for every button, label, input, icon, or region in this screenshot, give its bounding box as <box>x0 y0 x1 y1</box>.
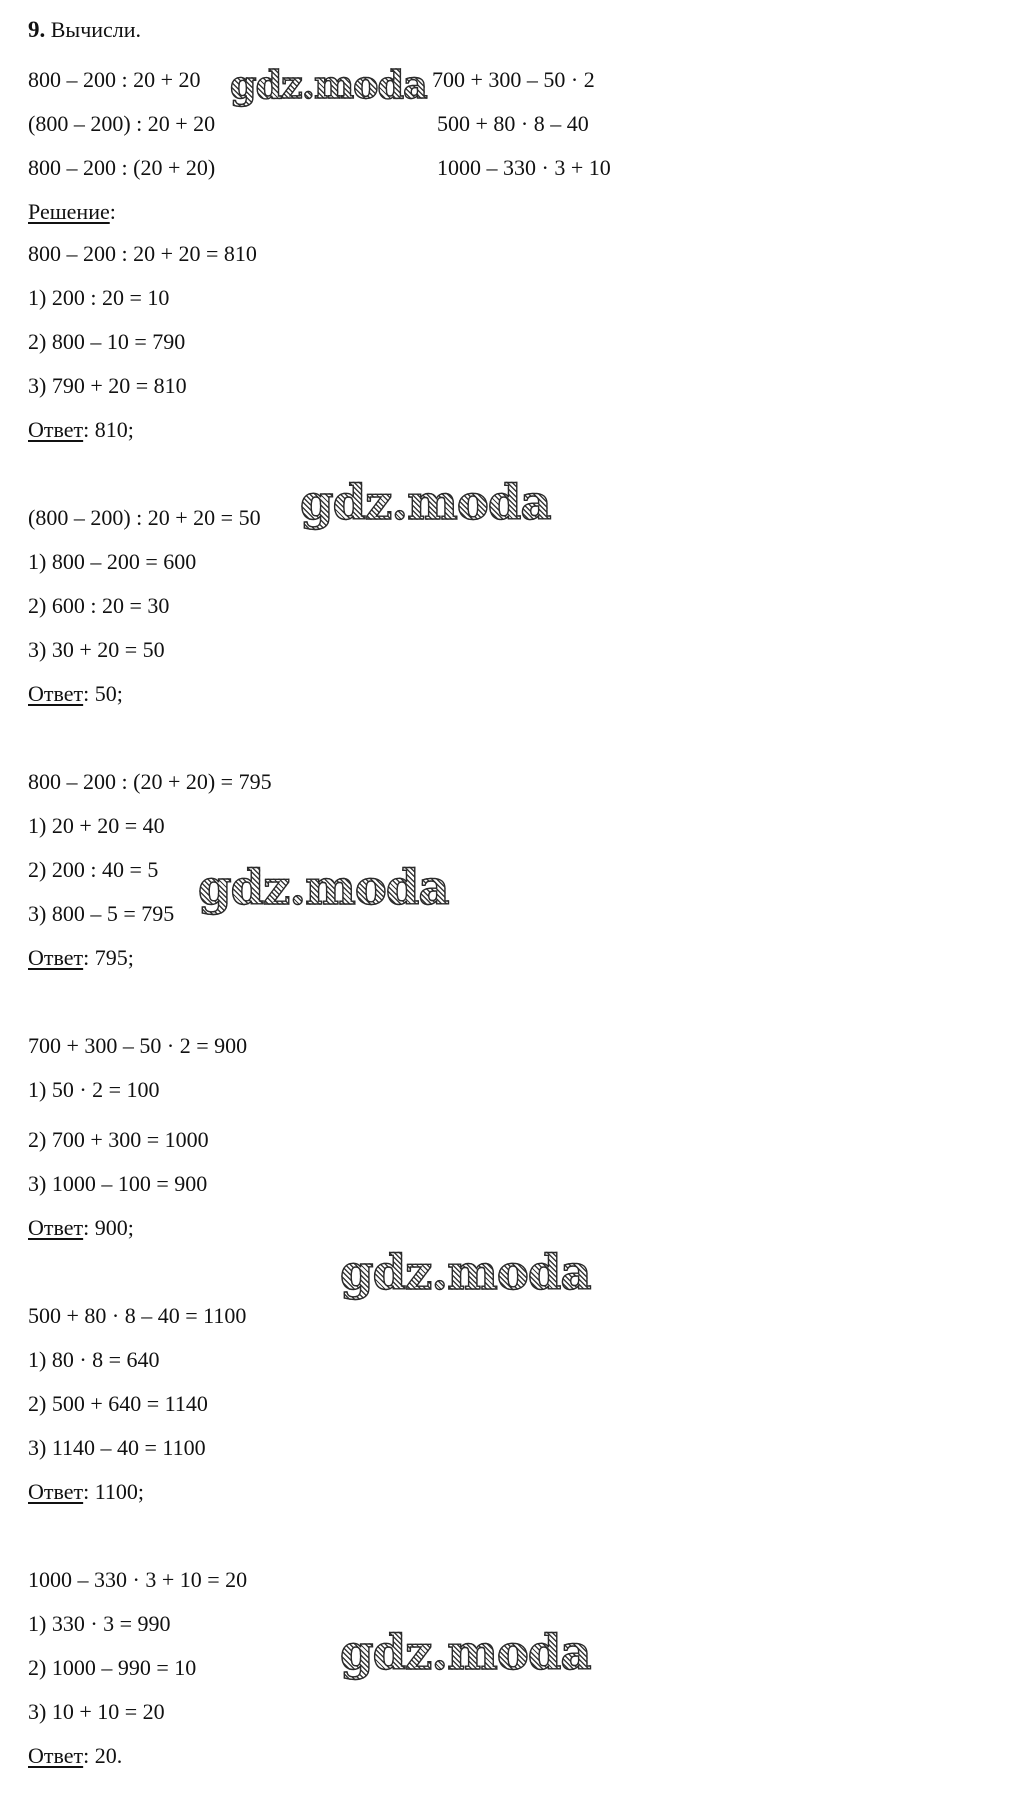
solution-label: Решение <box>28 199 110 224</box>
given-right-1: 700 + 300 – 50 · 2 <box>432 67 595 92</box>
task-title: Вычисли. <box>50 17 142 42</box>
answer-value: : 50; <box>83 681 123 706</box>
block-6-step-2: 2) 1000 – 990 = 10 <box>28 1655 197 1680</box>
block-4-step-2: 2) 700 + 300 = 1000 <box>28 1127 209 1152</box>
block-1-step-1: 1) 200 : 20 = 10 <box>28 285 170 310</box>
given-left-1: 800 – 200 : 20 + 20 <box>28 67 201 92</box>
watermark-logo: gdz.moda <box>340 1245 591 1301</box>
given-right-2: 500 + 80 · 8 – 40 <box>437 111 589 136</box>
block-5-step-2: 2) 500 + 640 = 1140 <box>28 1391 208 1416</box>
watermark-logo: gdz.moda <box>230 62 427 107</box>
given-left-2: (800 – 200) : 20 + 20 <box>28 111 216 136</box>
block-3-step-3: 3) 800 – 5 = 795 <box>28 901 175 926</box>
block-2-step-1: 1) 800 – 200 = 600 <box>28 549 197 574</box>
block-2-answer <box>28 681 123 707</box>
block-2-step-2: 2) 600 : 20 = 30 <box>28 593 170 618</box>
task-header <box>28 17 141 43</box>
answer-value: : 900; <box>83 1215 134 1240</box>
block-4-step-3: 3) 1000 – 100 = 900 <box>28 1171 208 1196</box>
answer-value: : 795; <box>83 945 134 970</box>
block-6-step-3: 3) 10 + 10 = 20 <box>28 1699 165 1724</box>
answer-value: : 810; <box>83 417 134 442</box>
answer-value: : 1100; <box>83 1479 145 1504</box>
block-6-answer <box>28 1743 122 1769</box>
block-1-expression: 800 – 200 : 20 + 20 = 810 <box>28 241 257 266</box>
block-5-answer <box>28 1479 144 1505</box>
block-1-step-3: 3) 790 + 20 = 810 <box>28 373 187 398</box>
answer-label: Ответ <box>28 1743 84 1768</box>
answer-label: Ответ <box>28 1215 84 1240</box>
watermark-logo: gdz.moda <box>198 860 449 916</box>
block-3-step-1: 1) 20 + 20 = 40 <box>28 813 165 838</box>
answer-label: Ответ <box>28 1479 84 1504</box>
given-left-3: 800 – 200 : (20 + 20) <box>28 155 216 180</box>
given-right-3: 1000 – 330 · 3 + 10 <box>437 155 611 180</box>
block-2-step-3: 3) 30 + 20 = 50 <box>28 637 165 662</box>
watermark-logo: gdz.moda <box>340 1625 591 1681</box>
block-6-step-1: 1) 330 · 3 = 990 <box>28 1611 171 1636</box>
watermark-logo: gdz.moda <box>300 475 551 531</box>
block-3-expression: 800 – 200 : (20 + 20) = 795 <box>28 769 272 794</box>
block-4-step-1: 1) 50 · 2 = 100 <box>28 1077 160 1102</box>
answer-label: Ответ <box>28 681 84 706</box>
task-number: 9. <box>28 17 46 42</box>
block-3-step-2: 2) 200 : 40 = 5 <box>28 857 159 882</box>
solution-heading: Решение: <box>28 199 116 224</box>
block-4-answer <box>28 1215 134 1241</box>
block-1-answer <box>28 417 134 443</box>
block-1-step-2: 2) 800 – 10 = 790 <box>28 329 186 354</box>
block-2-expression: (800 – 200) : 20 + 20 = 50 <box>28 505 261 530</box>
answer-value: : 20. <box>83 1743 123 1768</box>
block-3-answer <box>28 945 134 971</box>
block-6-expression: 1000 – 330 · 3 + 10 = 20 <box>28 1567 248 1592</box>
block-5-expression: 500 + 80 · 8 – 40 = 1100 <box>28 1303 247 1328</box>
block-5-step-1: 1) 80 · 8 = 640 <box>28 1347 160 1372</box>
block-5-step-3: 3) 1140 – 40 = 1100 <box>28 1435 206 1460</box>
answer-label: Ответ <box>28 945 84 970</box>
block-4-expression: 700 + 300 – 50 · 2 = 900 <box>28 1033 248 1058</box>
answer-label: Ответ <box>28 417 84 442</box>
